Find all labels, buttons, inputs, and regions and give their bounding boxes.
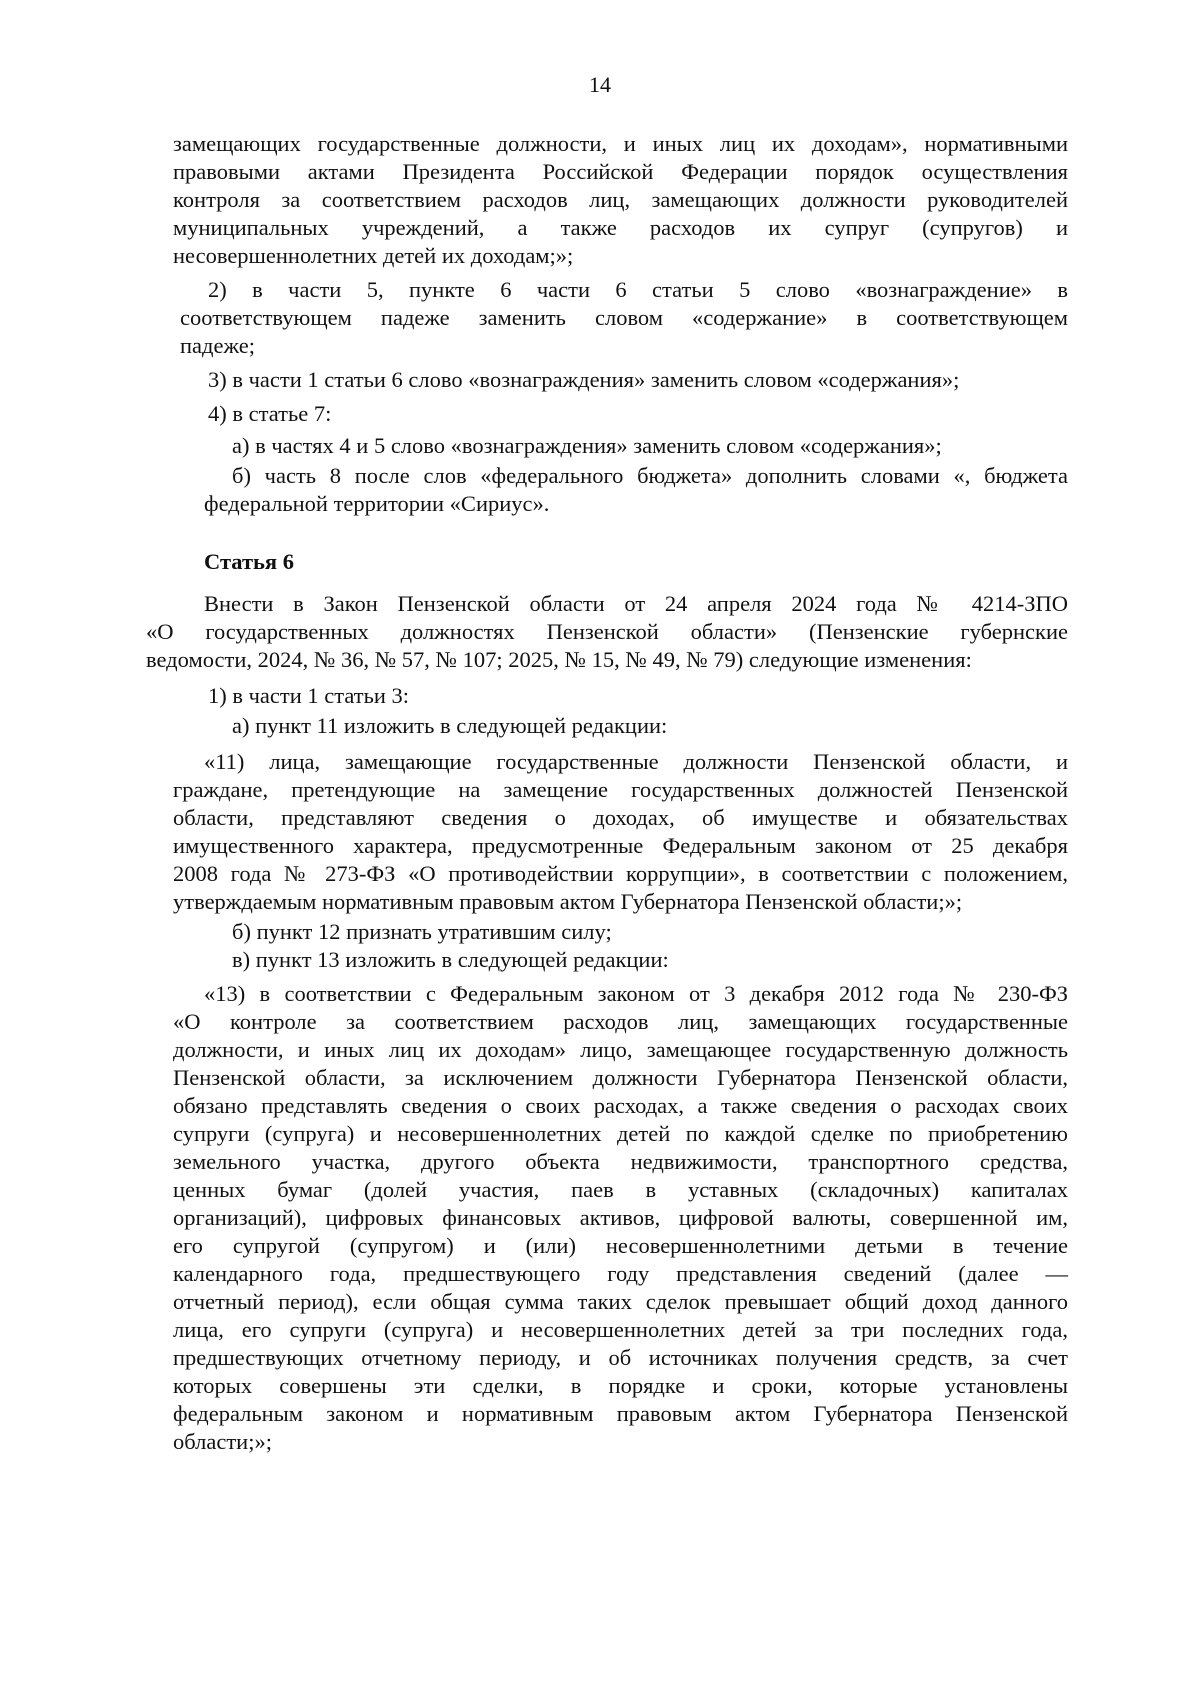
text-line: несовершеннолетних детей их доходам;»; bbox=[173, 243, 574, 268]
text-line: организаций), цифровых финансовых активов, цифровой валюты, совершенной им, bbox=[173, 1205, 1068, 1230]
text-line: 2008 года № 273-ФЗ «О противодействии коррупции», в соответствии с положением, bbox=[173, 861, 1068, 886]
text-line: должности, и иных лиц их доходам» лицо, замещающее государственную должность bbox=[173, 1037, 1068, 1062]
text-line: ценных бумаг (долей участия, паев в уставных (складочных) капиталах bbox=[173, 1177, 1068, 1202]
text-line: земельного участка, другого объекта недвижимости, транспортного средства, bbox=[173, 1149, 1068, 1174]
page-number: 14 bbox=[589, 72, 611, 97]
text-line: лица, его супруги (супруга) и несовершеннолетних детей за три последних года, bbox=[173, 1317, 1068, 1342]
text-line: его супругой (супругом) и (или) несовершеннолетними детьми в течение bbox=[173, 1233, 1068, 1258]
text-line: «О государственных должностях Пензенской области» (Пензенские губернские bbox=[146, 619, 1068, 644]
text-line: соответствующем падеже заменить словом «содержание» в соответствующем bbox=[180, 305, 1068, 330]
text-line: контроля за соответствием расходов лиц, замещающих должности руководителей bbox=[173, 187, 1068, 212]
text-line: имущественного характера, предусмотренные Федеральным законом от 25 декабря bbox=[173, 833, 1068, 858]
list-item: 1) в части 1 статьи 3: bbox=[208, 683, 410, 708]
list-subitem: б) часть 8 после слов «федерального бюджета» дополнить словами «, бюджета bbox=[232, 463, 1068, 488]
text-line: Пензенской области, за исключением должности Губернатора Пензенской области, bbox=[173, 1065, 1068, 1090]
text-line: падеже; bbox=[180, 333, 255, 358]
text-line: правовыми актами Президента Российской Федерации порядок осуществления bbox=[173, 159, 1068, 184]
text-line: супруги (супруга) и несовершеннолетних детей по каждой сделке по приобретению bbox=[173, 1121, 1068, 1146]
article-heading: Статья 6 bbox=[204, 549, 294, 574]
text-line: ведомости, 2024, № 36, № 57, № 107; 2025, № 15, № 49, № 79) следующие изменения: bbox=[146, 647, 972, 672]
text-line: «О контроле за соответствием расходов лиц, замещающих государственные bbox=[173, 1009, 1068, 1034]
text-line: обязано представлять сведения о своих расходах, а также сведения о расходах своих bbox=[173, 1093, 1068, 1118]
list-subitem: б) пункт 12 признать утратившим силу; bbox=[232, 919, 612, 944]
text-line: отчетный период), если общая сумма таких сделок превышает общий доход данного bbox=[173, 1289, 1068, 1314]
text-line: муниципальных учреждений, а также расходов их супруг (супругов) и bbox=[173, 215, 1068, 240]
text-line: Внести в Закон Пензенской области от 24 апреля 2024 года № 4214-ЗПО bbox=[204, 591, 1068, 616]
list-subitem: а) пункт 11 изложить в следующей редакции: bbox=[232, 713, 668, 738]
list-item: 3) в части 1 статьи 6 слово «вознаграждения» заменить словом «содержания»; bbox=[208, 367, 960, 392]
text-line: календарного года, предшествующего году представления сведений (далее — bbox=[173, 1261, 1068, 1286]
text-line: граждане, претендующие на замещение государственных должностей Пензенской bbox=[173, 777, 1068, 802]
list-item: 2) в части 5, пункте 6 части 6 статьи 5 слово «вознаграждение» в bbox=[208, 277, 1068, 302]
list-subitem: а) в частях 4 и 5 слово «вознаграждения» заменить словом «содержания»; bbox=[232, 433, 942, 458]
list-item: 4) в статье 7: bbox=[208, 401, 332, 426]
text-line: «13) в соответствии с Федеральным законом от 3 декабря 2012 года № 230-ФЗ bbox=[204, 981, 1068, 1006]
text-line: федеральной территории «Сириус». bbox=[204, 491, 550, 516]
text-line: области;»; bbox=[173, 1429, 272, 1454]
text-line: федеральным законом и нормативным правовым актом Губернатора Пензенской bbox=[173, 1401, 1068, 1426]
text-line: утверждаемым нормативным правовым актом Губернатора Пензенской области;»; bbox=[173, 889, 963, 914]
text-line: «11) лица, замещающие государственные должности Пензенской области, и bbox=[204, 749, 1068, 774]
text-line: предшествующих отчетному периоду, и об источниках получения средств, за счет bbox=[173, 1345, 1068, 1370]
list-subitem: в) пункт 13 изложить в следующей редакции: bbox=[232, 947, 669, 972]
text-line: замещающих государственные должности, и иных лиц их доходам», нормативными bbox=[173, 131, 1068, 156]
text-line: области, представляют сведения о доходах, об имуществе и обязательствах bbox=[173, 805, 1068, 830]
text-line: которых совершены эти сделки, в порядке и сроки, которые установлены bbox=[173, 1373, 1068, 1398]
